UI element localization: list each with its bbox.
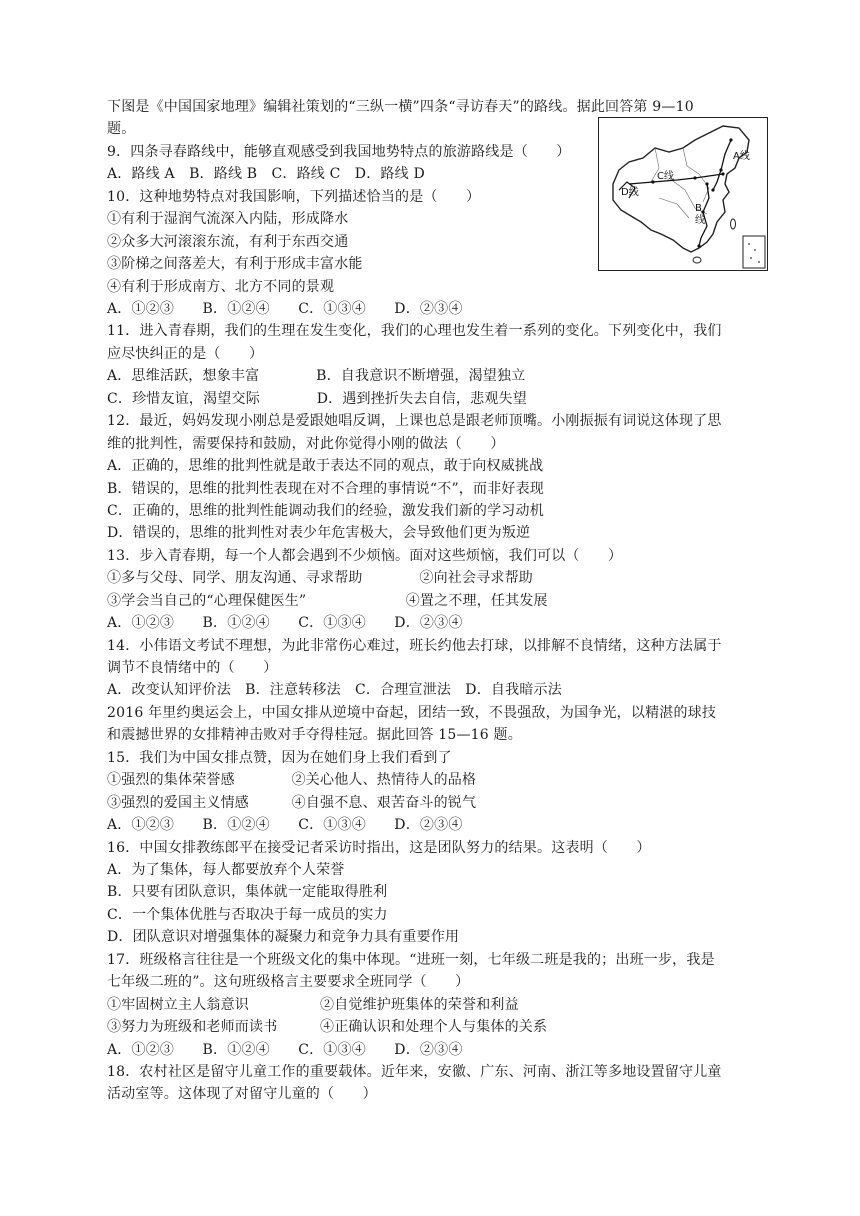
text-line: 10．这种地势特点对我国影响，下列描述恰当的是（ ） <box>107 188 481 205</box>
text-line: 11．进入青春期，我们的生理在发生变化，我们的心理也发生着一系列的变化。下列变化中，我们 <box>107 323 722 340</box>
text-line: A．思维活跃，想象丰富 B．自我意识不断增强，渴望独立 <box>107 368 526 385</box>
text-line: 13．步入青春期，每一个人都会遇到不少烦恼。面对这些烦恼，我们可以（ ） <box>107 547 623 564</box>
text-line: 17．班级格言往往是一个班级文化的集中体现。“进班一刻，七年级二班是我的；出班一步，我是 <box>107 951 715 968</box>
text-line: 题。 <box>107 121 136 138</box>
route-b-label: B <box>695 203 702 214</box>
text-line: 维的批判性，需要保持和鼓励，对此你觉得小刚的做法（ ） <box>107 435 505 452</box>
text-line: 下图是《中国国家地理》编辑社策划的“三纵一横”四条“寻访春天”的路线。据此回答第 9—10 <box>107 99 694 115</box>
south-china-sea-inset <box>743 236 765 268</box>
text-line: ③阶梯之间落差大，有利于形成丰富水能 <box>107 256 363 273</box>
text-line: ①强烈的集体荣誉感 ②关心他人、热情待人的品格 <box>107 772 477 789</box>
text-line: D．团队意识对增强集体的凝聚力和竞争力具有重要作用 <box>107 929 460 946</box>
taiwan <box>731 219 736 229</box>
route-map <box>598 117 768 271</box>
text-line: 七年级二班的”。这句班级格言主要要求全班同学（ ） <box>107 974 470 991</box>
text-line: A．①②③ B．①②④ C．①③④ D．②③④ <box>107 615 463 632</box>
hainan <box>693 257 701 263</box>
text-line: A．①②③ B．①②④ C．①③④ D．②③④ <box>107 817 463 834</box>
text-line: ①牢固树立主人翁意识 ②自觉维护班集体的荣誉和利益 <box>107 996 519 1013</box>
text-line: D．错误的，思维的批判性对表少年危害极大，会导致他们更为叛逆 <box>107 525 531 542</box>
text-line: ③努力为班级和老师而读书 ④正确认识和处理个人与集体的关系 <box>107 1019 548 1035</box>
text-line: 2016 年里约奥运会上，中国女排从逆境中奋起，团结一致，不畏强敌，为国争光，以精湛的球技 <box>107 704 717 721</box>
text-line: 应尽快纠正的是（ ） <box>107 345 264 362</box>
text-line: A．改变认知评价法 B．注意转移法 C．合理宣泄法 D．自我暗示法 <box>107 682 562 699</box>
route-d-label: D线 <box>621 187 639 198</box>
inset-islands <box>748 243 760 263</box>
text-line: C．一个集体优胜与否取决于每一成员的实力 <box>107 906 388 923</box>
text-line: 调节不良情绪中的（ ） <box>107 660 278 676</box>
route-a-label: A线 <box>733 151 750 162</box>
text-line: A．正确的，思维的批判性就是敢于表达不同的观点，敢于向权威挑战 <box>107 458 544 474</box>
text-line: 16．中国女排教练郎平在接受记者采访时指出，这是团队努力的结果。这表明（ ） <box>107 839 651 856</box>
route-c <box>629 171 723 184</box>
text-line: 14．小伟语文考试不理想，为此非常伤心难过，班长约他去打球，以排解不良情绪，这种方法属于 <box>107 637 722 654</box>
text-line: 9．四条寻春路线中，能够直观感受到我国地势特点的旅游路线是（ ） <box>107 143 571 160</box>
text-line: 15．我们为中国女排点赞，因为在她们身上我们看到了 <box>107 749 452 766</box>
text-line: ①有利于湿润气流深入内陆，形成降水 <box>107 211 349 228</box>
text-line: 活动室等。这体现了对留守儿童的（ ） <box>107 1086 377 1103</box>
text-line: ④有利于形成南方、北方不同的景观 <box>107 278 335 295</box>
route-markers <box>651 138 732 247</box>
text-line: C．珍惜友谊，渴望交际 D．遇到挫折失去自信，悲观失望 <box>107 390 527 407</box>
text-line: A．路线 A B．路线 B C．路线 C D．路线 D <box>107 166 425 183</box>
text-line: 和震撼世界的女排精神击败对手夺得桂冠。据此回答 15—16 题。 <box>107 727 522 744</box>
route-b-label-2: 线 <box>695 215 705 226</box>
text-line: ②众多大河滚滚东流，有利于东西交通 <box>107 233 349 250</box>
text-line: 12．最近，妈妈发现小刚总是爱跟她唱反调，上课也总是跟老师顶嘴。小刚振振有词说这体现了思 <box>107 413 722 430</box>
text-line: A．①②③ B．①②④ C．①③④ D．②③④ <box>107 301 463 317</box>
text-line: ③学会当自己的“心理保健医生” ④置之不理，任其发展 <box>107 592 548 609</box>
text-line: A．为了集体，每人都要放弃个人荣誉 <box>107 862 345 878</box>
text-line: ①多与父母、同学、朋友沟通、寻求帮助 ②向社会寻求帮助 <box>107 570 533 587</box>
text-line: 18．农村社区是留守儿童工作的重要载体。近年来，安徽、广东、河南、浙江等多地设置留守儿童 <box>107 1063 722 1080</box>
text-line: ③强烈的爱国主义情感 ④自强不息、艰苦奋斗的锐气 <box>107 794 477 811</box>
text-line: B．错误的，思维的批判性表现在对不合理的事情说“不”，而非好表现 <box>107 480 545 497</box>
route-c-label: C线 <box>657 171 674 182</box>
text-line: C．正确的，思维的批判性能调动我们的经验，激发我们新的学习动机 <box>107 502 544 519</box>
route-a <box>713 140 731 190</box>
text-line: B．只要有团队意识，集体就一定能取得胜利 <box>107 884 388 901</box>
text-line: A．①②③ B．①②④ C．①③④ D．②③④ <box>107 1041 463 1058</box>
